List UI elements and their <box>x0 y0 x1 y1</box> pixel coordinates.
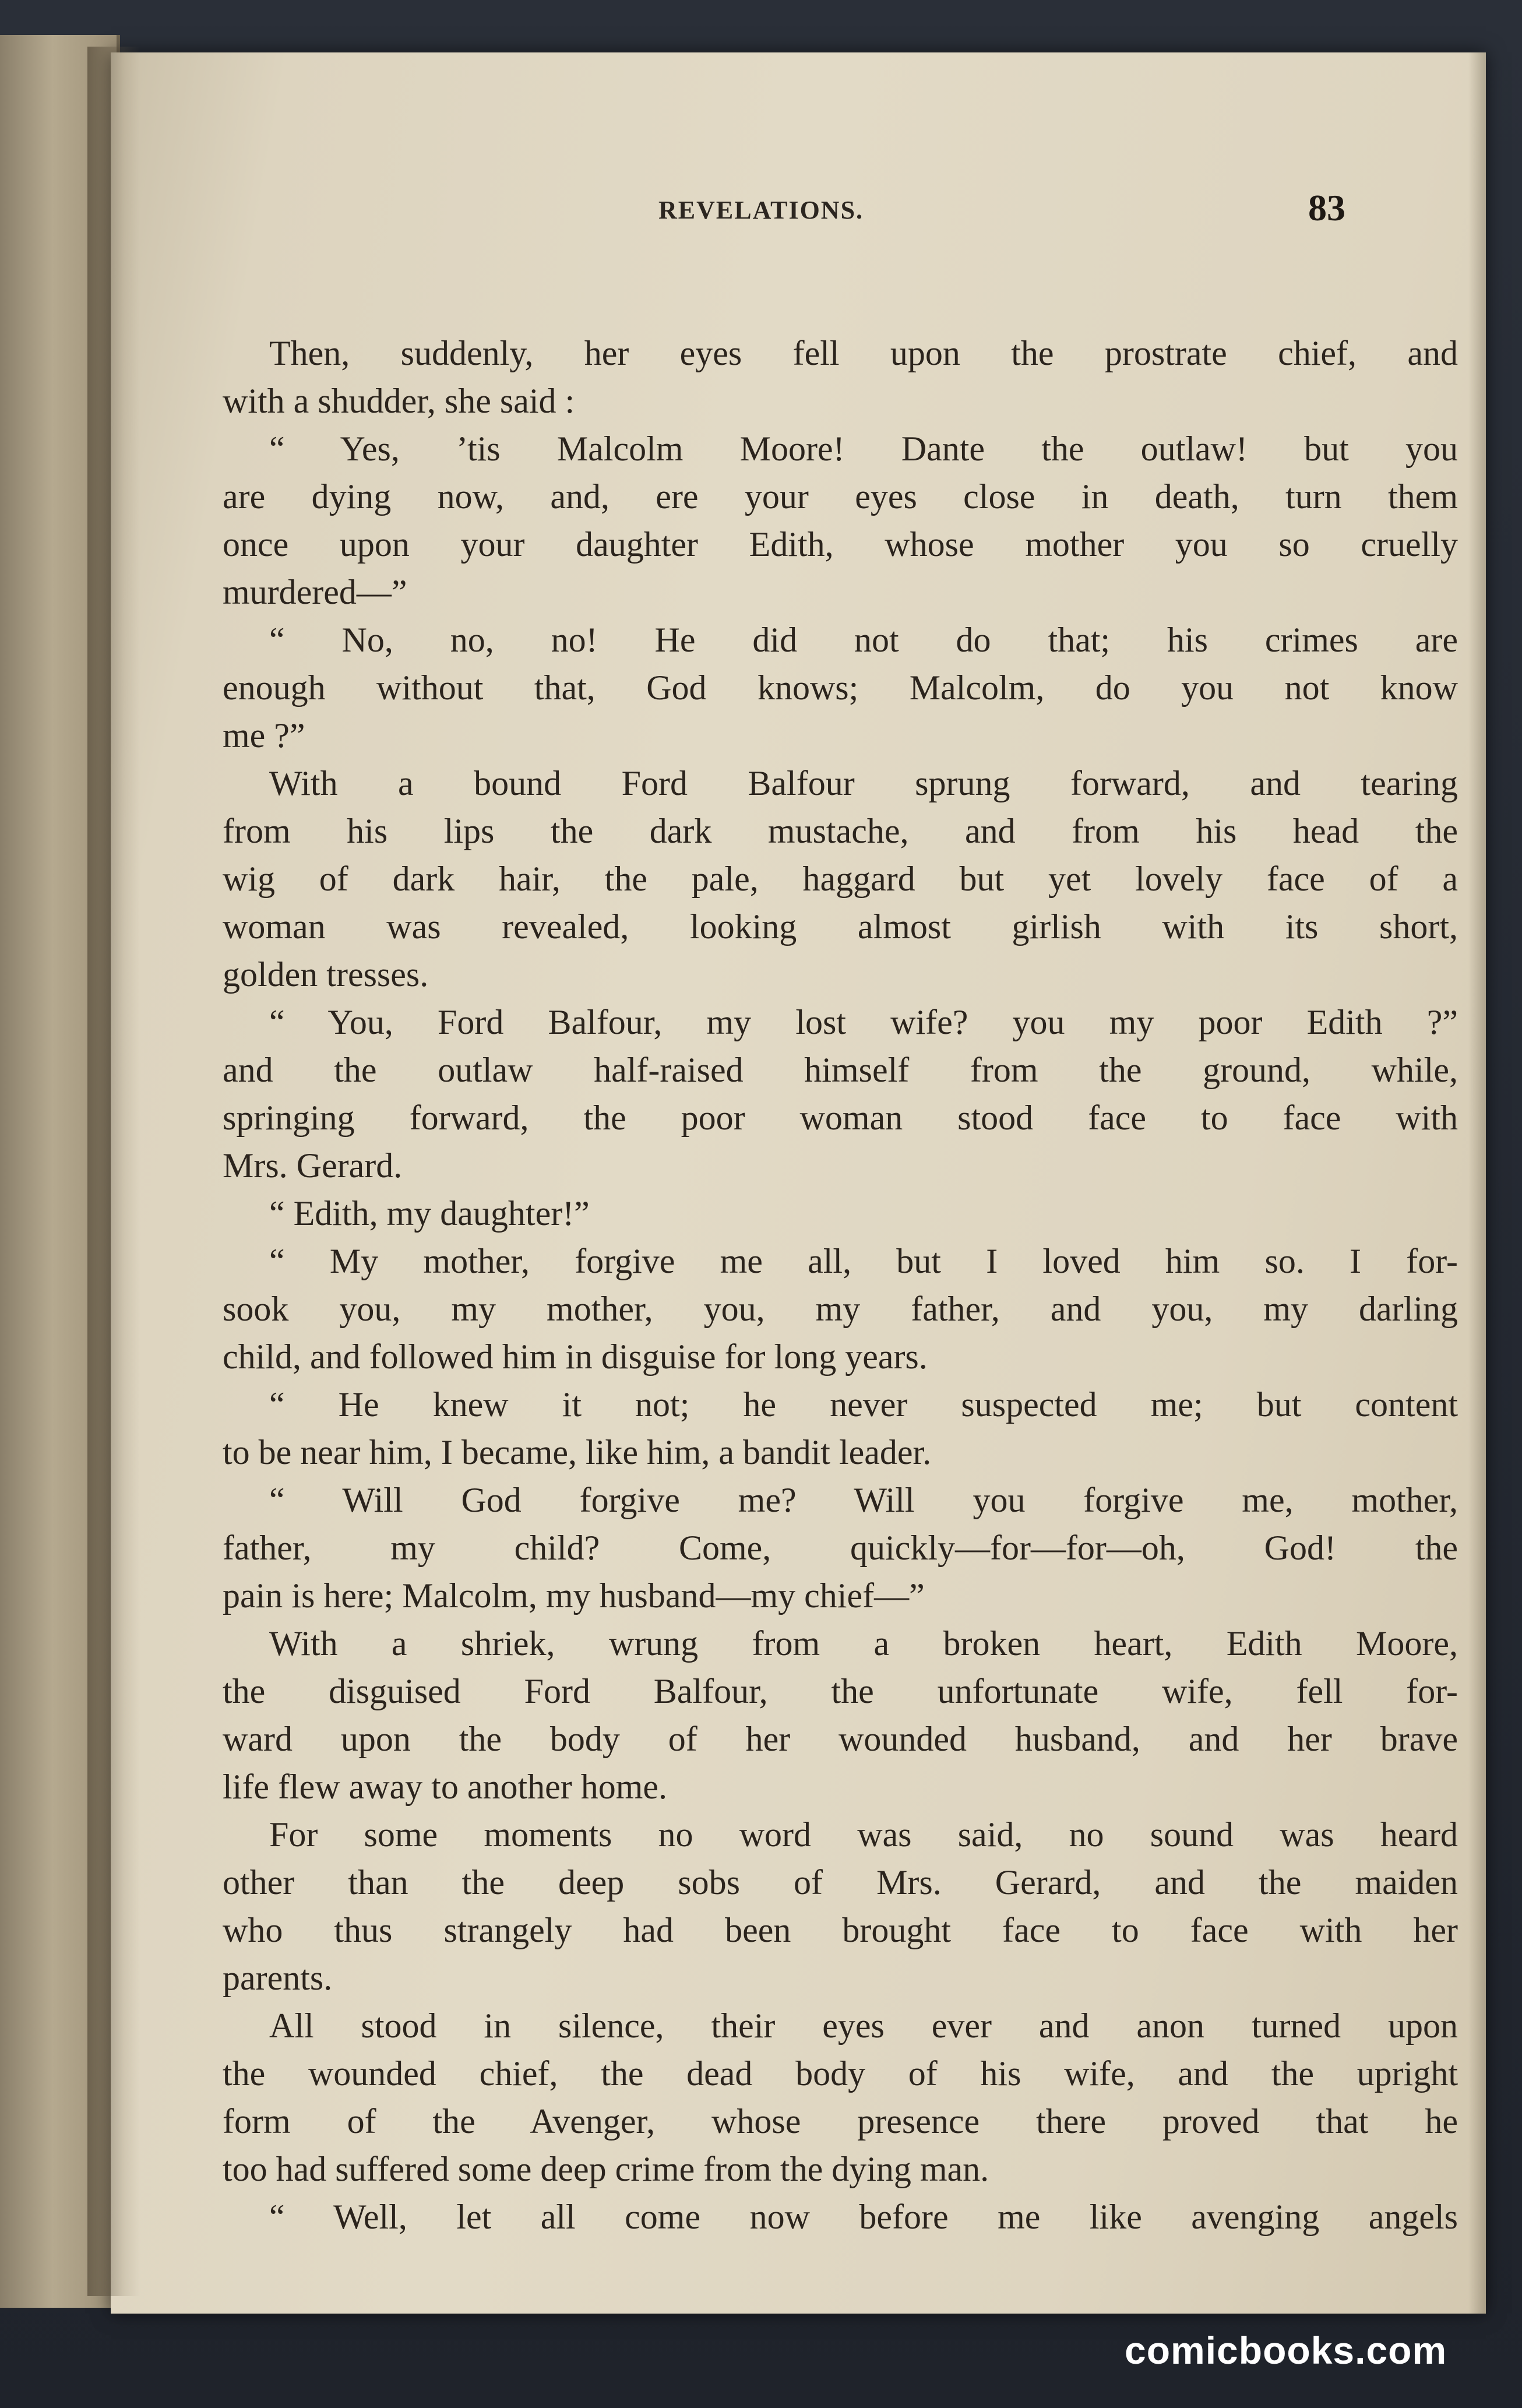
page-edge-shadow <box>1468 52 1486 2314</box>
text-line: parents. <box>223 1959 333 1997</box>
text-line: who thus strangely had been brought face to face with her <box>223 1911 1458 1949</box>
running-head: REVELATIONS. <box>658 196 864 224</box>
text-line: With a shriek, wrung from a broken heart, Edith Moore, <box>269 1624 1458 1663</box>
text-line: With a bound Ford Balfour sprung forward, and tearing <box>269 764 1458 802</box>
text-line: the wounded chief, the dead body of his wife, and the upright <box>223 2054 1458 2093</box>
text-line: Mrs. Gerard. <box>223 1146 403 1185</box>
text-line: “ Edith, my daughter!” <box>269 1194 590 1233</box>
text-line: “ He knew it not; he never suspected me; but content <box>269 1385 1458 1424</box>
book-page <box>111 52 1486 2314</box>
text-line: life flew away to another home. <box>223 1768 668 1806</box>
page-header <box>111 184 1486 242</box>
text-line: to be near him, I became, like him, a bandit leader. <box>223 1433 932 1471</box>
text-line: with a shudder, she said : <box>223 382 575 420</box>
text-line: other than the deep sobs of Mrs. Gerard, and the maiden <box>223 1863 1458 1902</box>
text-line: once upon your daughter Edith, whose mother you so cruelly <box>223 525 1458 564</box>
text-line: “ My mother, forgive me all, but I loved him so. I for- <box>269 1242 1458 1280</box>
text-line: golden tresses. <box>223 955 429 994</box>
text-line: “ You, Ford Balfour, my lost wife? you my poor Edith ?” <box>269 1003 1458 1041</box>
text-line: enough without that, God knows; Malcolm, do you not know <box>223 668 1458 707</box>
text-line: form of the Avenger, whose presence there proved that he <box>223 2102 1458 2141</box>
text-line: murdered—” <box>223 573 407 611</box>
text-line: from his lips the dark mustache, and from his head the <box>223 812 1458 850</box>
text-line: “ Will God forgive me? Will you forgive me, mother, <box>269 1481 1458 1519</box>
text-line: “ Well, let all come now before me like avenging angels <box>269 2198 1458 2236</box>
text-line: are dying now, and, ere your eyes close in death, turn them <box>223 477 1458 516</box>
text-line: ward upon the body of her wounded husband, and her brave <box>223 1720 1458 1758</box>
text-line: pain is here; Malcolm, my husband—my chief—” <box>223 1576 925 1615</box>
text-line: “ No, no, no! He did not do that; his crimes are <box>269 621 1458 659</box>
text-line: father, my child? Come, quickly—for—for—oh, God! the <box>223 1529 1458 1567</box>
body-text <box>223 329 1458 2241</box>
text-line: me ?” <box>223 716 305 755</box>
page-number: 83 <box>1308 187 1345 228</box>
text-line: sook you, my mother, you, my father, and you, my darling <box>223 1290 1458 1328</box>
text-line: wig of dark hair, the pale, haggard but yet lovely face of a <box>223 860 1458 898</box>
text-line: Then, suddenly, her eyes fell upon the prostrate chief, and <box>269 334 1458 372</box>
text-line: and the outlaw half-raised himself from the ground, while, <box>223 1051 1458 1089</box>
gutter-shadow <box>87 47 140 2296</box>
text-line: For some moments no word was said, no sound was heard <box>269 1815 1458 1854</box>
text-line: child, and followed him in disguise for long years. <box>223 1337 928 1376</box>
text-line: the disguised Ford Balfour, the unfortunate wife, fell for- <box>223 1672 1458 1710</box>
site-watermark: comicbooks.com <box>1125 2329 1447 2372</box>
text-line: springing forward, the poor woman stood face to face with <box>223 1099 1458 1137</box>
text-line: “ Yes, ’tis Malcolm Moore! Dante the outlaw! but you <box>269 430 1458 468</box>
text-line: woman was revealed, looking almost girlish with its short, <box>223 907 1458 946</box>
text-line: too had suffered some deep crime from the dying man. <box>223 2150 989 2188</box>
text-line: All stood in silence, their eyes ever and anon turned upon <box>269 2006 1458 2045</box>
